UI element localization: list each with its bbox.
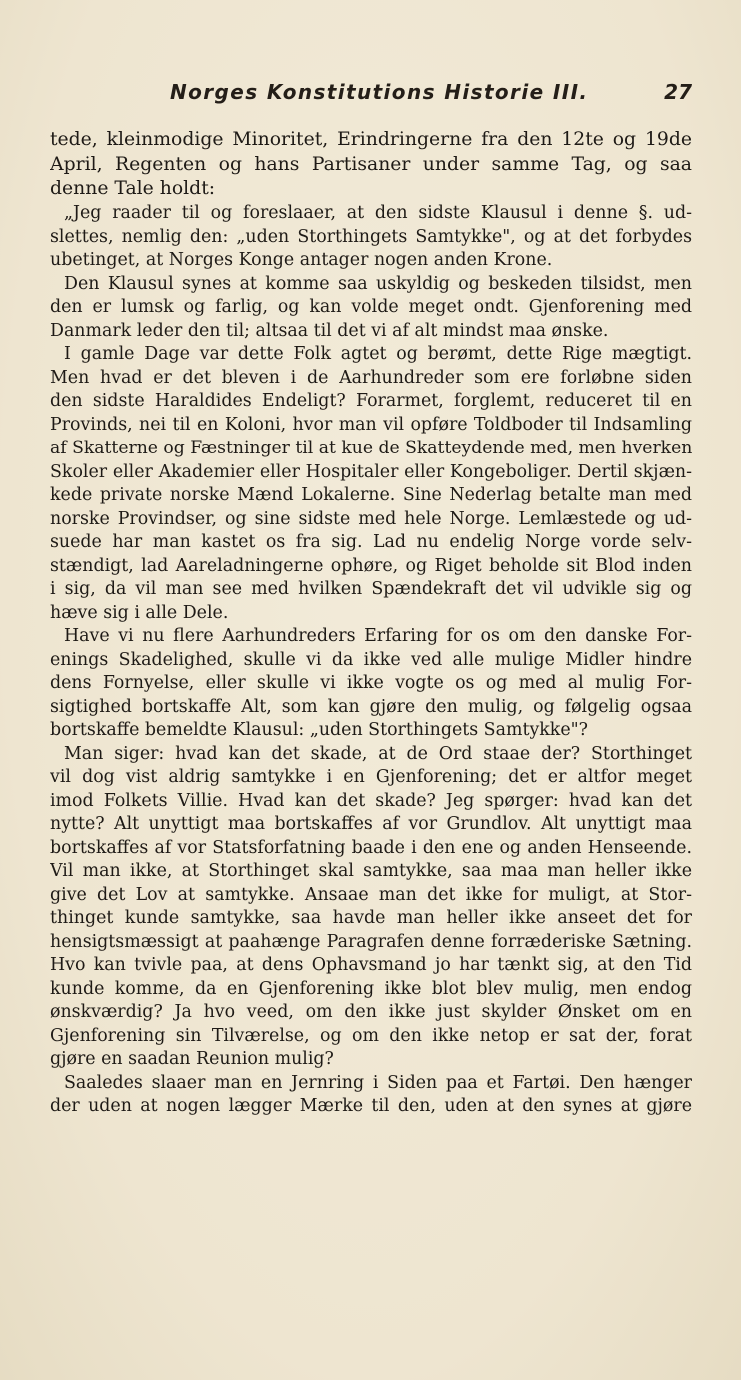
text-line: der uden at nogen lægger Mærke til den, uden at den synes at gjøre: [50, 1096, 692, 1117]
text-line: ubetinget, at Norges Konge antager nogen anden Krone.: [50, 250, 553, 271]
text-line: ønskværdig? Ja hvo veed, om den ikke just skylder Ønsket om en: [50, 1002, 692, 1023]
text-line: denne Tale holdt:: [50, 178, 216, 200]
page-number: 27: [664, 80, 692, 104]
text-line: Man siger: hvad kan det skade, at de Ord staae der? Storthinget: [64, 743, 692, 764]
page-header: [50, 80, 692, 114]
text-line: „Jeg raader til og foreslaaer, at den sidste Klausul i denne §. ud-: [64, 203, 692, 224]
text-line: enings Skadelighed, skulle vi da ikke ved alle mulige Midler hindre: [50, 649, 692, 670]
text-line: af Skatterne og Fæstninger til at kue de Skatteydende med, men hverken: [50, 438, 692, 459]
text-line: tede, kleinmodige Minoritet, Erindringerne fra den 12te og 19de: [50, 129, 692, 150]
running-title: Norges Konstitutions Historie III.: [170, 80, 589, 104]
text-line: bortskaffes af vor Statsforfatning baade i den ene og anden Henseende.: [50, 837, 692, 858]
text-line: sigtighed bortskaffe Alt, som kan gjøre den mulig, og følgelig ogsaa: [50, 696, 692, 717]
text-line: Provinds, nei til en Koloni, hvor man vil opføre Toldboder til Indsamling: [50, 414, 692, 435]
text-line: April, Regenten og hans Partisaner under samme Tag, og saa: [50, 153, 692, 175]
text-line: den sidste Haraldides Endeligt? Forarmet, forglemt, reduceret til en: [50, 391, 692, 412]
text-line: bortskaffe bemeldte Klausul: „uden Storthingets Samtykke"?: [50, 720, 588, 741]
text-line: hæve sig i alle Dele.: [50, 602, 229, 623]
text-line: den er lumsk og farlig, og kan volde meget ondt. Gjenforening med: [50, 297, 692, 318]
text-line: Men hvad er det bleven i de Aarhundreder som ere forløbne siden: [50, 367, 692, 388]
text-line: Have vi nu flere Aarhundreders Erfaring for os om den danske For-: [64, 626, 692, 647]
text-line: stændigt, lad Aareladningerne ophøre, og Riget beholde sit Blod inden: [50, 555, 692, 576]
text-line: suede har man kastet os fra sig. Lad nu endelig Norge vorde selv-: [50, 532, 692, 553]
text-line: give det Lov at samtykke. Ansaae man det ikke for muligt, at Stor-: [50, 884, 692, 905]
text-line: I gamle Dage var dette Folk agtet og berømt, dette Rige mægtigt.: [64, 344, 692, 365]
text-line: Skoler eller Akademier eller Hospitaler eller Kongeboliger. Dertil skjæn-: [50, 461, 692, 482]
text-line: Hvo kan tvivle paa, at dens Ophavsmand jo har tænkt sig, at den Tid: [50, 955, 692, 976]
text-line: dens Fornyelse, eller skulle vi ikke vogte os og med al mulig For-: [50, 673, 692, 694]
text-line: Gjenforening sin Tilværelse, og om den ikke netop er sat der, forat: [50, 1025, 692, 1046]
text-line: nytte? Alt unyttigt maa bortskaffes af vor Grundlov. Alt unyttigt maa: [50, 814, 692, 835]
body-text: [50, 128, 692, 1119]
text-line: imod Folkets Villie. Hvad kan det skade? Jeg spørger: hvad kan det: [50, 790, 692, 811]
text-line: thinget kunde samtykke, saa havde man heller ikke anseet det for: [50, 908, 692, 929]
text-line: kede private norske Mænd Lokalerne. Sine Nederlag betalte man med: [50, 485, 692, 506]
text-line: gjøre en saadan Reunion mulig?: [50, 1049, 334, 1070]
text-line: hensigtsmæssigt at paahænge Paragrafen denne forræderiske Sætning.: [50, 931, 692, 952]
text-line: Den Klausul synes at komme saa uskyldig og beskeden tilsidst, men: [64, 273, 692, 294]
text-line: norske Provindser, og sine sidste med hele Norge. Lemlæstede og ud-: [50, 508, 692, 529]
text-line: Danmark leder den til; altsaa til det vi af alt mindst maa ønske.: [50, 320, 609, 341]
text-line: vil dog vist aldrig samtykke i en Gjenforening; det er altfor meget: [50, 767, 692, 788]
text-line: i sig, da vil man see med hvilken Spændekraft det vil udvikle sig og: [50, 579, 692, 600]
text-line: Saaledes slaaer man en Jernring i Siden paa et Fartøi. Den hænger: [64, 1072, 692, 1093]
text-line: slettes, nemlig den: „uden Storthingets Samtykke", og at det forbydes: [50, 226, 692, 247]
text-line: Vil man ikke, at Storthinget skal samtykke, saa maa man heller ikke: [50, 861, 692, 882]
text-line: kunde komme, da en Gjenforening ikke blot blev mulig, men endog: [50, 978, 692, 999]
